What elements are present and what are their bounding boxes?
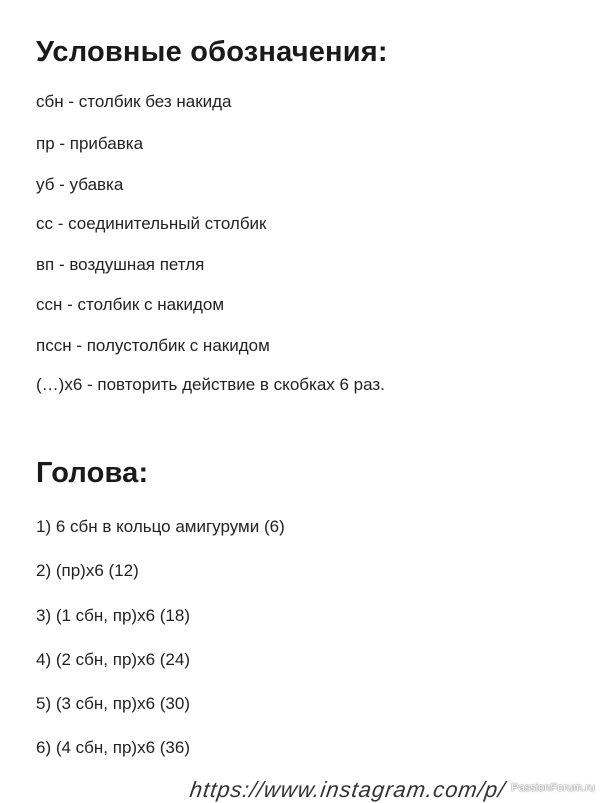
legend-item: сс - соединительный столбик (36, 214, 267, 233)
pattern-step: 5) (3 сбн, пр)х6 (30) (36, 694, 190, 713)
pattern-step: 4) (2 сбн, пр)х6 (24) (36, 650, 190, 669)
legend-item: ссн - столбик с накидом (36, 295, 225, 314)
source-url-fragment: https://www.instagram.com/p/ (188, 777, 508, 802)
legend-item: пр - прибавка (36, 134, 144, 153)
head-section-heading: Голова: (36, 457, 149, 489)
legend-item: уб - убавка (36, 175, 124, 194)
pattern-step: 1) 6 сбн в кольцо амигуруми (6) (36, 517, 285, 536)
pattern-step: 3) (1 сбн, пр)х6 (18) (36, 606, 190, 625)
legend-item: сбн - столбик без накида (36, 92, 232, 111)
pattern-step: 6) (4 сбн, пр)х6 (36) (36, 738, 190, 757)
site-watermark: PassionForum.ru (511, 782, 595, 794)
legend-heading: Условные обозначения: (36, 36, 388, 68)
pattern-step: 2) (пр)х6 (12) (36, 561, 139, 580)
legend-item: вп - воздушная петля (36, 255, 205, 274)
legend-item: (…)х6 - повторить действие в скобках 6 раз. (36, 375, 385, 394)
legend-item: пссн - полустолбик с накидом (36, 336, 270, 355)
